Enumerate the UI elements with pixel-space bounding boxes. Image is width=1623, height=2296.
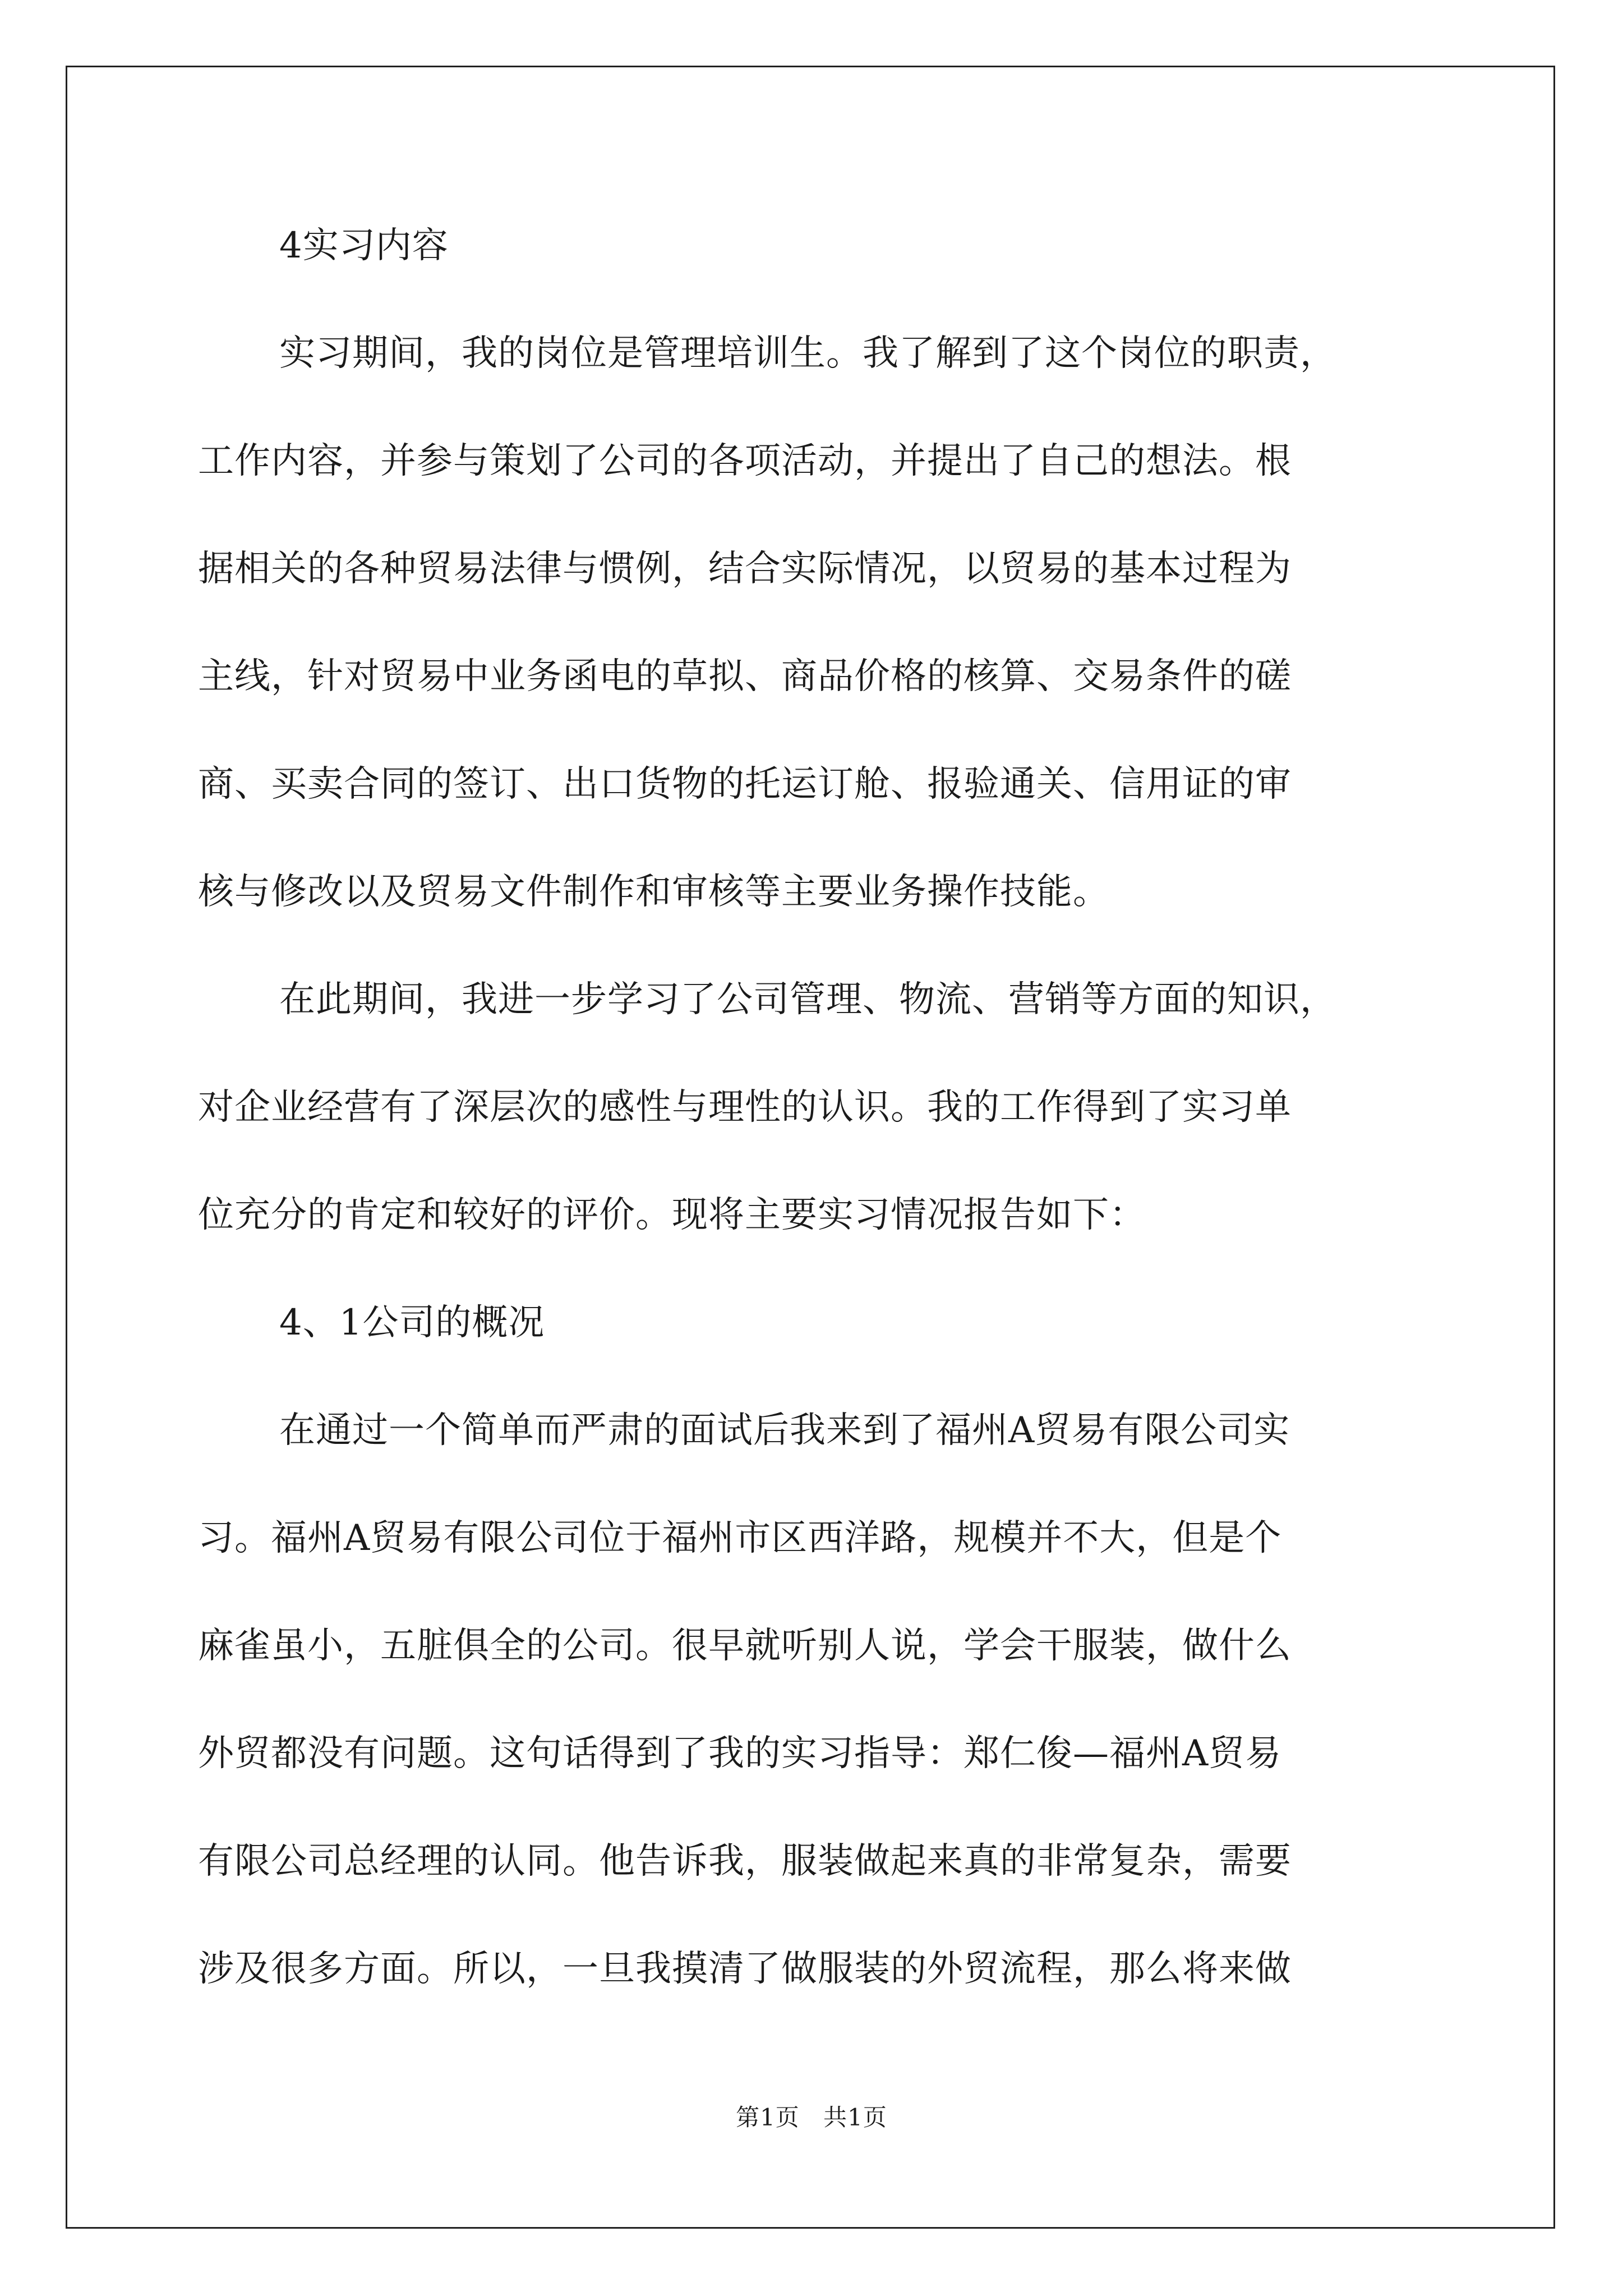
page-total: 共1页 bbox=[823, 2104, 887, 2131]
page-number: 第1页 bbox=[736, 2104, 800, 2131]
paragraph-company-overview bbox=[198, 1404, 1421, 1996]
text-line: 在此期间，我进一步学习了公司管理、物流、营销等方面的知识， bbox=[279, 979, 1336, 1020]
text-line: 在通过一个简单而严肃的面试后我来到了福州A贸易有限公司实 bbox=[279, 1410, 1290, 1451]
text-line: 据相关的各种贸易法律与惯例，结合实际情况，以贸易的基本过程为 bbox=[198, 548, 1292, 590]
text-line: 工作内容，并参与策划了公司的各项活动，并提出了自己的想法。根 bbox=[198, 440, 1292, 482]
paragraph-learning bbox=[198, 973, 1421, 1242]
text-line: 有限公司总经理的认同。他告诉我，服装做起来真的非常复杂，需要 bbox=[198, 1841, 1292, 1882]
text-line: 对企业经营有了深层次的感性与理性的认识。我的工作得到了实习单 bbox=[198, 1087, 1292, 1128]
text-line: 主线，针对贸易中业务函电的草拟、商品价格的核算、交易条件的磋 bbox=[198, 656, 1292, 697]
document-body bbox=[198, 219, 1421, 2050]
section-heading-4-1: 4、1公司的概况 bbox=[279, 1302, 545, 1343]
text-line: 外贸都没有问题。这句话得到了我的实习指导：郑仁俊—福州A贸易 bbox=[198, 1733, 1282, 1774]
text-line: 习。福州A贸易有限公司位于福州市区西洋路，规模并不大，但是个 bbox=[198, 1517, 1282, 1559]
paragraph-internship-role bbox=[198, 326, 1421, 919]
text-line: 位充分的肯定和较好的评价。现将主要实习情况报告如下： bbox=[198, 1194, 1146, 1236]
text-line: 涉及很多方面。所以，一旦我摸清了做服装的外贸流程，那么将来做 bbox=[198, 1948, 1292, 1990]
text-line: 核与修改以及贸易文件制作和审核等主要业务操作技能。 bbox=[198, 871, 1109, 913]
text-line: 商、买卖合同的签订、出口货物的托运订舱、报验通关、信用证的审 bbox=[198, 763, 1292, 805]
text-line: 麻雀虽小，五脏俱全的公司。很早就听别人说，学会干服装，做什么 bbox=[198, 1625, 1292, 1667]
text-line: 实习期间，我的岗位是管理培训生。我了解到了这个岗位的职责， bbox=[279, 333, 1336, 374]
section-heading-4: 4实习内容 bbox=[279, 225, 449, 266]
page-footer bbox=[0, 2104, 1623, 2132]
